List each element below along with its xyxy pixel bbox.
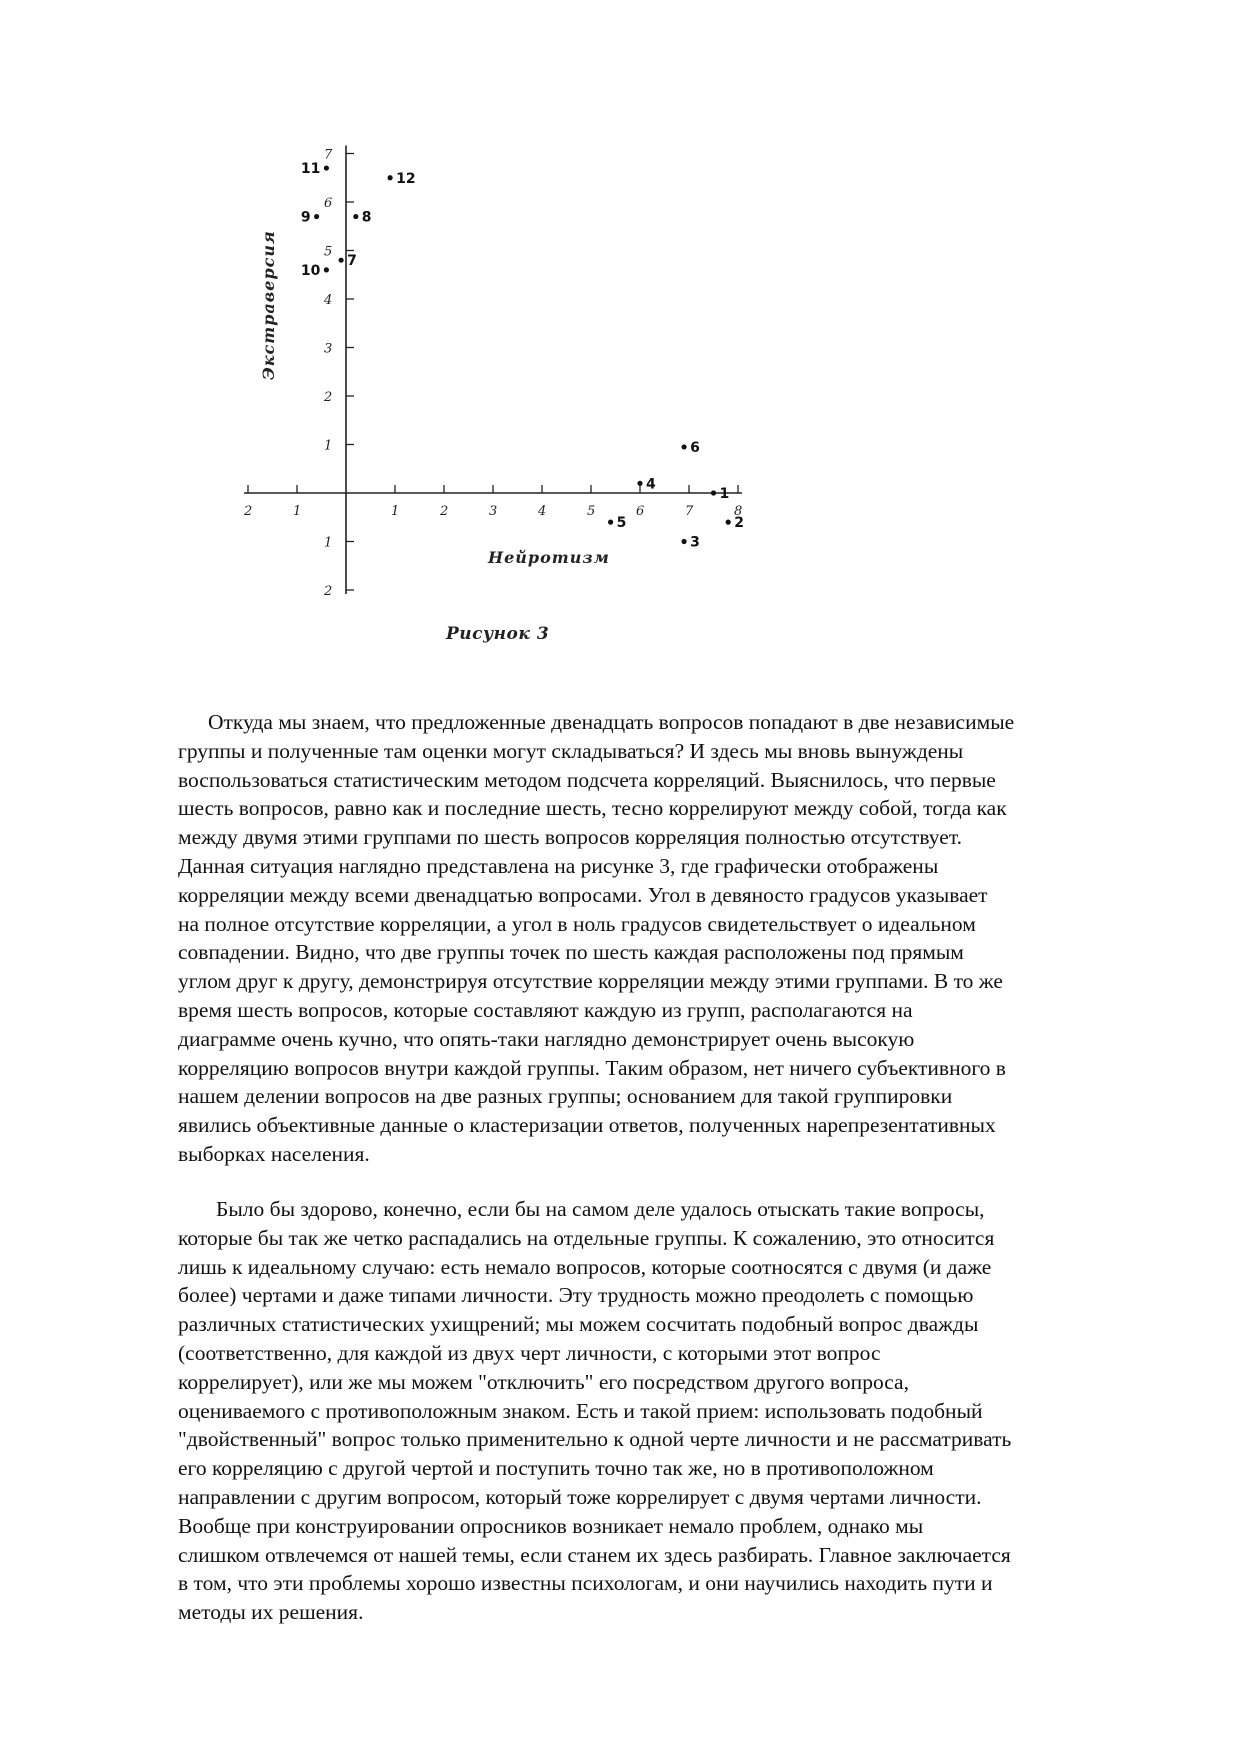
y-tick-label: 1: [324, 535, 333, 551]
data-point: [726, 520, 731, 525]
data-point-label: 6: [690, 439, 700, 456]
text-line: его корреляцию с другой чертой и поступить точно так же, но в противоположном: [178, 1456, 934, 1481]
x-tick-label: 6: [636, 504, 645, 519]
text-line: в том, что эти проблемы хорошо известны психологам, и они научились находить пути и: [178, 1571, 993, 1596]
data-point: [339, 258, 344, 263]
data-point-label: 2: [734, 515, 744, 532]
x-tick-label: 2: [244, 504, 253, 519]
data-point-label: 8: [361, 209, 372, 226]
x-tick-label: 2: [440, 504, 449, 519]
data-point: [388, 175, 393, 180]
data-point: [324, 267, 329, 272]
data-point-label: 9: [300, 209, 311, 226]
data-point: [637, 481, 642, 486]
data-point-label: 5: [616, 515, 627, 532]
text-line: совпадении. Видно, что две группы точек по шесть каждая расположены под прямым: [178, 940, 964, 965]
x-tick-label: 3: [489, 504, 498, 519]
text-line: углом друг к другу, демонстрируя отсутствие корреляции между этими группами. В то же: [178, 969, 1003, 994]
y-axis-label: Экстраверсия: [259, 230, 278, 380]
data-point-label: 1: [719, 486, 730, 502]
y-tick-label: 2: [324, 584, 333, 599]
data-point-label: 7: [347, 253, 357, 270]
text-line: воспользоваться статистическим методом подсчета корреляций. Выяснилось, что первые: [178, 767, 996, 792]
y-tick-label: 1: [324, 438, 333, 454]
data-point-label: 12: [396, 170, 416, 187]
data-point-label: 4: [646, 476, 656, 493]
y-tick-label: 6: [324, 196, 333, 211]
data-point-label: 10: [300, 262, 321, 279]
data-point: [711, 490, 716, 495]
text-line: Было бы здорово, конечно, если бы на самом деле удалось отыскать такие вопросы,: [216, 1197, 985, 1221]
y-tick-label: 5: [324, 244, 333, 260]
chart-axes: [244, 146, 742, 595]
y-tick-label: 2: [324, 390, 333, 405]
data-point: [682, 539, 687, 544]
data-point: [682, 444, 687, 449]
text-line: коррелирует), или же мы можем "отключить" его посредством другого вопроса,: [178, 1369, 909, 1394]
text-line: шесть вопросов, равно как и последние шесть, тесно коррелируют между собой, тогда как: [178, 796, 1007, 821]
y-tick-label: 3: [324, 341, 333, 357]
text-line: методы их решения.: [178, 1600, 364, 1625]
text-line: диаграмме очень кучно, что опять-таки наглядно демонстрирует очень высокую: [178, 1026, 915, 1051]
text-line: (соответственно, для каждой из двух черт личности, с которыми этот вопрос: [178, 1340, 881, 1365]
text-line: корреляции между всеми двенадцатью вопросами. Угол в девяносто градусов указывает: [178, 882, 988, 907]
text-line: которые бы так же четко распадались на отдельные группы. К сожалению, это относится: [178, 1225, 995, 1250]
text-line: направлении с другим вопросом, который тоже коррелирует с двумя чертами личности.: [178, 1484, 982, 1509]
paragraph-1: [178, 708, 1158, 1169]
text-line: лишь к идеальному случаю: есть немало вопросов, которые соотносятся с двумя (и даже: [178, 1254, 992, 1279]
x-tick-label: 1: [293, 504, 302, 519]
y-tick-label: 4: [324, 293, 333, 308]
text-line: явились объективные данные о кластеризации ответов, полученных нарепрезентативных: [178, 1113, 996, 1138]
text-line: слишком отвлечемся от нашей темы, если станем их здесь разбирать. Главное заключается: [178, 1542, 1011, 1567]
data-point-label: 3: [690, 534, 700, 551]
y-tick-label: 7: [324, 147, 333, 163]
text-line: Данная ситуация наглядно представлена на рисунке 3, где графически отображены: [178, 853, 939, 878]
text-line: группы и полученные там оценки могут складываться? И здесь мы вновь вынуждены: [178, 738, 964, 763]
figure-caption: Рисунок 3: [446, 624, 550, 644]
x-axis-label: Нейротизм: [488, 548, 610, 567]
data-point: [314, 214, 319, 219]
scatter-figure: [0, 0, 1240, 640]
text-line: корреляцию вопросов внутри каждой группы. Таким образом, нет ничего субъективного в: [178, 1055, 1006, 1080]
text-line: выборках населения.: [178, 1141, 370, 1166]
text-line: более) чертами и даже типами личности. Эту трудность можно преодолеть с помощью: [178, 1283, 974, 1308]
data-point: [608, 520, 613, 525]
text-line: нашем делении вопросов на две разных группы; основанием для такой группировки: [178, 1084, 953, 1109]
paragraph-2: [178, 1195, 1158, 1627]
x-tick-label: 4: [538, 504, 547, 519]
x-tick-label: 7: [685, 504, 694, 519]
data-point: [353, 214, 358, 219]
text-line: различных статистических ухищрений; мы можем сосчитать подобный вопрос дважды: [178, 1312, 979, 1337]
text-line: Вообще при конструировании опросников возникает немало проблем, однако мы: [178, 1513, 924, 1538]
chart-points: [301, 161, 744, 550]
data-point-label: 11: [300, 161, 321, 178]
text-line: оцениваемого с противоположным знаком. Есть и такой прием: использовать подобный: [178, 1398, 983, 1423]
text-line: "двойственный" вопрос только применительно к одной черте личности и не рассматривать: [178, 1427, 1012, 1452]
x-tick-label: 8: [734, 504, 743, 519]
x-tick-label: 1: [391, 504, 400, 519]
text-line: между двумя этими группами по шесть вопросов корреляция полностью отсутствует.: [178, 825, 962, 850]
data-point: [324, 165, 329, 170]
text-line: время шесть вопросов, которые составляют каждую из групп, располагаются на: [178, 997, 913, 1022]
x-tick-label: 5: [587, 504, 596, 519]
text-line: на полное отсутствие корреляции, а угол в ноль градусов свидетельствует о идеальном: [178, 911, 976, 936]
text-line: Откуда мы знаем, что предложенные двенадцать вопросов попадают в две независимые: [208, 710, 1015, 734]
